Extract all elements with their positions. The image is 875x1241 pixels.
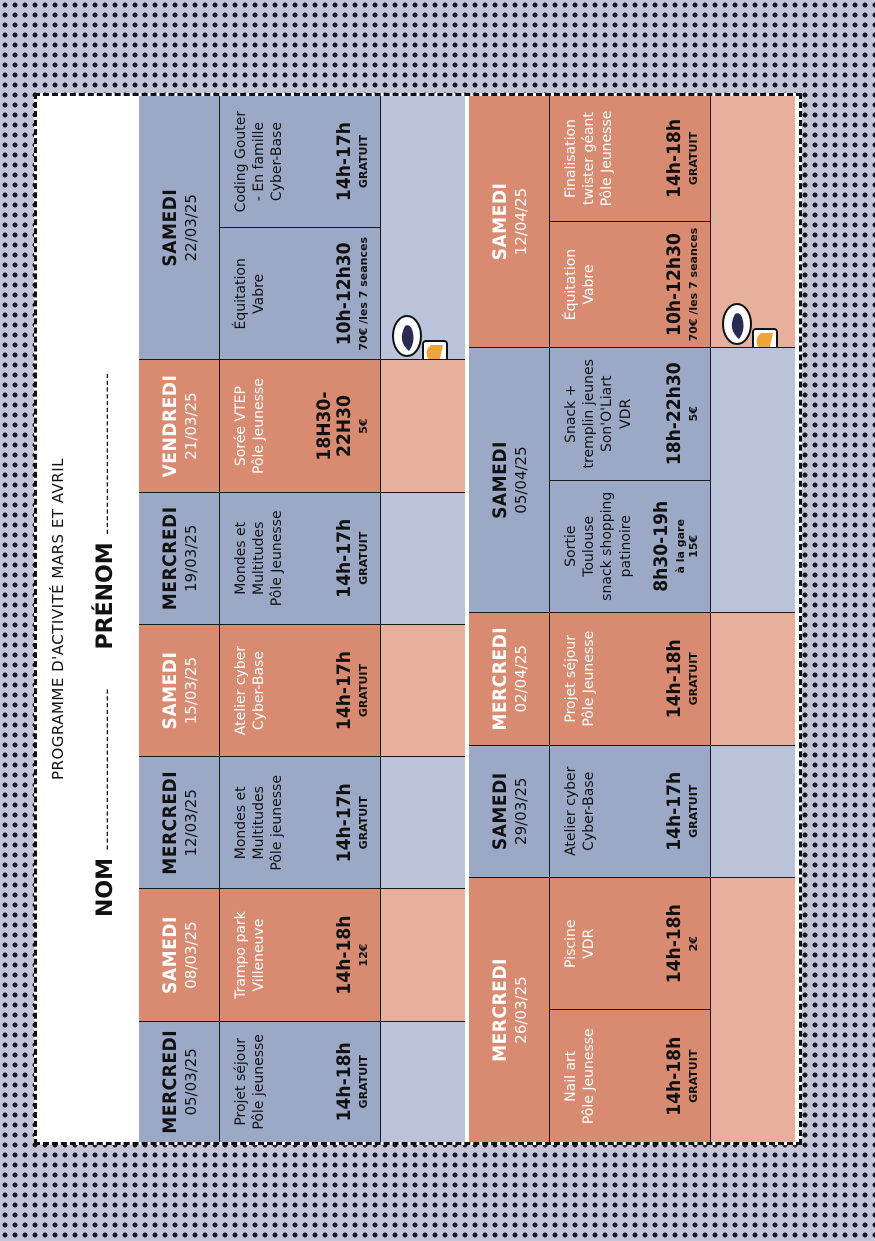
equitation-sticker-icon xyxy=(387,311,457,360)
activity-time-block xyxy=(335,237,370,351)
activity-cell xyxy=(550,481,710,613)
activity-time-block xyxy=(665,228,700,342)
activity-time-block xyxy=(335,122,370,201)
name-fields xyxy=(93,372,118,917)
activities-row xyxy=(220,625,380,756)
activity-cell xyxy=(220,889,380,1020)
activity-description: Atelier cyber Cyber-Base xyxy=(233,645,268,736)
activity-time-block xyxy=(665,904,700,983)
activity-price: 5€ xyxy=(357,418,370,434)
day-column xyxy=(139,360,465,492)
day-name: MERCREDI xyxy=(158,1029,181,1134)
day-date: 08/03/25 xyxy=(181,921,200,989)
day-column xyxy=(139,96,465,360)
day-header xyxy=(469,613,550,745)
activity-description: Mondes et Multitudes Pôle jeunesse xyxy=(233,775,286,871)
day-name: SAMEDI xyxy=(158,916,181,994)
day-name: SAMEDI xyxy=(488,772,511,851)
activity-cell xyxy=(220,493,380,624)
activities-row xyxy=(220,889,380,1020)
registration-box xyxy=(380,889,465,1020)
activity-time-block xyxy=(665,639,700,718)
activities-row xyxy=(550,96,710,347)
activity-cell xyxy=(550,878,710,1010)
activities-row xyxy=(550,746,710,878)
activity-time-block xyxy=(665,362,700,465)
day-date: 21/03/25 xyxy=(181,392,200,460)
activity-time-block xyxy=(665,1037,700,1116)
activity-time: 14h-18h xyxy=(333,915,356,995)
day-header xyxy=(139,96,220,359)
day-date: 05/03/25 xyxy=(181,1048,200,1116)
activity-time-block xyxy=(335,519,370,598)
day-name: MERCREDI xyxy=(158,770,181,875)
activities-row xyxy=(220,757,380,888)
activity-time-block xyxy=(665,119,700,198)
activity-time-block xyxy=(665,772,700,851)
activity-cell xyxy=(220,1022,380,1142)
registration-box xyxy=(710,746,795,878)
activity-time-block xyxy=(652,501,700,592)
activity-time-block xyxy=(335,1042,370,1121)
sheet-header xyxy=(37,96,139,1142)
activity-time: 10h-12h30 xyxy=(663,233,686,336)
activity-price: GRATUIT xyxy=(357,531,370,585)
activities-row xyxy=(220,96,380,359)
activity-time-block xyxy=(335,783,370,862)
day-name: SAMEDI xyxy=(158,651,181,730)
activity-cell xyxy=(550,1011,710,1143)
activities-row xyxy=(220,1022,380,1142)
day-column xyxy=(139,757,465,889)
day-column xyxy=(139,625,465,757)
activity-description: Coding Gouter - En famille Cyber-Base xyxy=(233,110,286,213)
activity-cell xyxy=(220,228,380,359)
day-date: 15/03/25 xyxy=(181,656,200,725)
activity-description: Snack + tremplin jeunes Son'O'Liart VDR xyxy=(563,359,634,469)
equitation-sticker-icon xyxy=(717,299,787,348)
day-name: SAMEDI xyxy=(488,441,511,519)
activity-cell xyxy=(550,96,710,222)
day-header xyxy=(139,625,220,756)
activity-description: Finalisation twister géant Pôle Jeunesse xyxy=(563,110,616,207)
activity-price: GRATUIT xyxy=(357,134,370,189)
day-header xyxy=(139,360,220,491)
activity-price: GRATUIT xyxy=(357,1055,370,1109)
nom-label: NOM xyxy=(93,857,118,917)
day-header xyxy=(139,757,220,888)
activities-row xyxy=(550,878,710,1142)
activity-cell xyxy=(550,348,710,480)
activity-time: 14h-18h xyxy=(663,904,686,984)
activity-time: 10h-12h30 xyxy=(333,242,356,346)
day-header xyxy=(139,1022,220,1142)
prenom-line: ------------------------ xyxy=(97,372,116,535)
schedule-panel-2 xyxy=(469,96,795,1142)
activity-time: 14h-18h xyxy=(663,639,686,719)
day-header xyxy=(469,746,550,878)
day-header xyxy=(139,889,220,1020)
activity-description: Atelier cyber Cyber-Base xyxy=(563,766,598,856)
activity-cell xyxy=(220,360,380,491)
activity-description: Projet séjour Pôle jeunesse xyxy=(233,1034,268,1130)
day-column xyxy=(469,96,795,348)
activity-description: Sorée VTEP Pôle Jeunesse xyxy=(233,378,268,474)
activity-time: 18H30- 22H30 xyxy=(313,391,356,461)
activity-time-block xyxy=(335,651,370,730)
day-column xyxy=(469,613,795,746)
day-name: MERCREDI xyxy=(158,506,181,611)
registration-box xyxy=(380,360,465,491)
day-header xyxy=(469,348,550,612)
activity-description: Piscine VDR xyxy=(563,919,598,968)
registration-box xyxy=(380,96,465,359)
activity-cell xyxy=(550,613,710,745)
activity-time: 14h-17h xyxy=(333,651,356,731)
day-header xyxy=(469,878,550,1142)
day-name: MERCREDI xyxy=(488,626,511,731)
activity-cell xyxy=(550,222,710,347)
day-column xyxy=(139,889,465,1021)
day-header xyxy=(139,493,220,624)
activity-time: 18h-22h30 xyxy=(663,362,686,466)
activity-price: 70€ /les 7 seances xyxy=(687,227,700,342)
activity-price: GRATUIT xyxy=(357,663,370,718)
day-column xyxy=(469,746,795,879)
day-date: 05/04/25 xyxy=(511,446,530,514)
activity-cell xyxy=(550,746,710,878)
activity-description: Mondes et Multitudes Pôle Jeunesse xyxy=(233,510,286,607)
schedule-board xyxy=(139,96,799,1142)
activity-time: 8h30-19h xyxy=(650,500,673,592)
activity-time: 14h-18h xyxy=(663,1036,686,1116)
activity-price: 12€ xyxy=(357,943,370,967)
activity-time: 14h-17h xyxy=(333,783,356,863)
activities-row xyxy=(220,360,380,491)
activity-time: 14h-18h xyxy=(663,119,686,199)
page-title: PROGRAMME D'ACTIVITÉ MARS ET AVRIL xyxy=(49,457,67,781)
day-date: 22/03/25 xyxy=(181,194,200,262)
day-date: 12/03/25 xyxy=(181,789,200,857)
activity-description: Équitation Vabre xyxy=(563,248,598,321)
activity-time-block xyxy=(335,916,370,995)
activity-time: 14h-17h xyxy=(333,518,356,598)
registration-box xyxy=(380,1022,465,1142)
registration-box xyxy=(710,613,795,745)
registration-box xyxy=(710,96,795,347)
activity-cell xyxy=(220,625,380,756)
activity-time: 14h-17h xyxy=(663,771,686,851)
day-header xyxy=(469,96,550,347)
activities-row xyxy=(550,613,710,745)
day-date: 19/03/25 xyxy=(181,524,200,592)
activity-description: Sortie Toulouse snack shopping patinoire xyxy=(563,491,634,601)
activity-time: 14h-17h xyxy=(333,122,356,202)
day-name: VENDREDI xyxy=(158,374,181,478)
activities-row xyxy=(220,493,380,624)
registration-box xyxy=(380,493,465,624)
day-column xyxy=(469,348,795,613)
day-date: 29/03/25 xyxy=(511,777,530,845)
day-date: 02/04/25 xyxy=(511,645,530,713)
activity-cell xyxy=(220,96,380,228)
activity-time-block xyxy=(315,392,370,461)
day-name: SAMEDI xyxy=(488,182,511,261)
registration-box xyxy=(710,878,795,1142)
schedule-panel-1 xyxy=(139,96,465,1142)
rotated-content xyxy=(37,96,799,1142)
activity-cell xyxy=(220,757,380,888)
activity-description: Trampo park Villeneuve xyxy=(233,911,268,999)
activity-price: à la gare 15€ xyxy=(674,519,700,574)
activity-time: 14h-18h xyxy=(333,1042,356,1122)
day-date: 12/04/25 xyxy=(511,187,530,256)
prenom-label: PRÉNOM xyxy=(93,542,118,650)
activity-price: GRATUIT xyxy=(687,652,700,706)
activity-description: Projet séjour Pôle Jeunesse xyxy=(563,630,598,727)
registration-box xyxy=(380,757,465,888)
day-date: 26/03/25 xyxy=(511,976,530,1044)
activity-description: Nail art Pôle Jeunesse xyxy=(563,1028,598,1125)
day-column xyxy=(139,493,465,625)
registration-box xyxy=(710,348,795,612)
activity-price: GRATUIT xyxy=(687,784,700,838)
activity-description: Équitation Vabre xyxy=(233,258,268,330)
activity-price: 5€ xyxy=(687,406,700,422)
nom-line: ------------------------ xyxy=(97,687,116,851)
activity-price: GRATUIT xyxy=(357,796,370,850)
activity-price: 70€ /les 7 seances xyxy=(357,236,370,351)
day-column xyxy=(469,878,795,1142)
day-name: MERCREDI xyxy=(488,958,511,1062)
activities-row xyxy=(550,348,710,612)
registration-box xyxy=(380,625,465,756)
activity-sheet xyxy=(34,93,802,1145)
activity-price: GRATUIT xyxy=(687,1049,700,1103)
day-name: SAMEDI xyxy=(158,188,181,267)
day-column xyxy=(139,1022,465,1142)
activity-price: 2€ xyxy=(687,936,700,952)
activity-price: GRATUIT xyxy=(687,131,700,186)
